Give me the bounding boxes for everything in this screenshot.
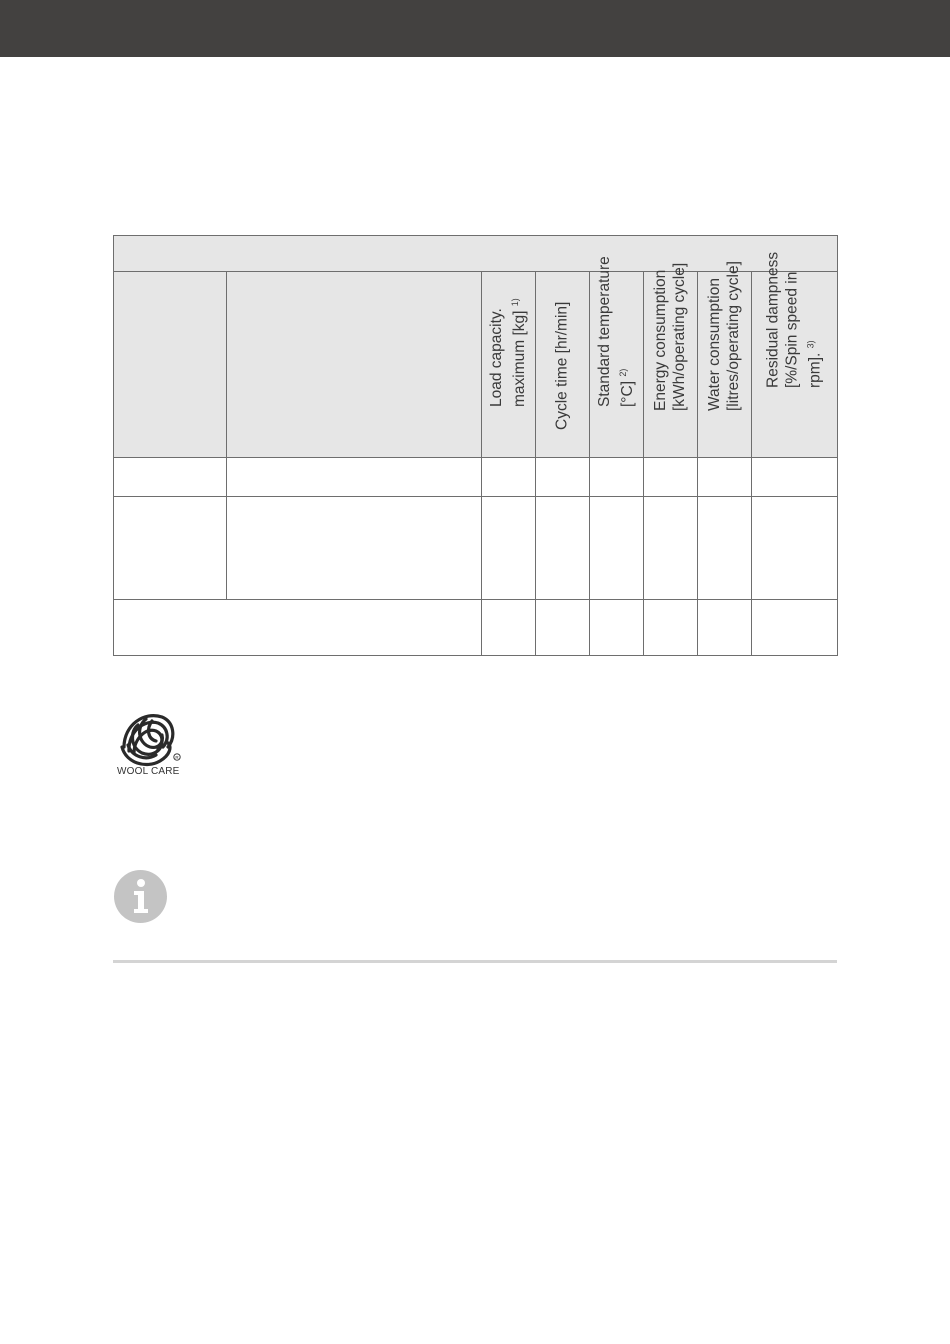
registered-mark: R xyxy=(175,755,179,760)
table-cell xyxy=(481,497,535,600)
header-cell-description xyxy=(227,272,481,458)
table-cell xyxy=(227,497,481,600)
table-cell xyxy=(697,458,751,497)
footnote-ref: 3) xyxy=(805,340,816,349)
top-banner xyxy=(0,0,950,57)
header-text: [litres/operating cycle] xyxy=(725,261,743,411)
header-text: Cycle time [hr/min] xyxy=(553,301,571,430)
header-text: Energy consumption xyxy=(652,269,670,411)
table-cell xyxy=(751,497,837,600)
footnote-ref: 1) xyxy=(509,298,520,307)
table-header-row xyxy=(114,272,838,458)
table-cell xyxy=(535,600,589,656)
section-divider xyxy=(113,960,837,963)
table-cell xyxy=(535,458,589,497)
table-cell xyxy=(751,600,837,656)
programme-table xyxy=(113,235,838,656)
header-text: Water consumption xyxy=(706,278,724,411)
info-icon xyxy=(114,870,167,923)
header-cell-programme xyxy=(114,272,227,458)
table-row xyxy=(114,497,838,600)
header-text: maximum [kg] xyxy=(511,310,529,407)
table-cell xyxy=(751,458,837,497)
footnote-ref: 2) xyxy=(618,368,629,377)
header-cycle-time xyxy=(535,272,589,458)
header-text: [kWh/operating cycle] xyxy=(671,262,689,411)
table-cell xyxy=(114,497,227,600)
table-cell xyxy=(227,458,481,497)
header-load-capacity xyxy=(481,272,535,458)
table-row xyxy=(114,458,838,497)
table-cell xyxy=(114,458,227,497)
table-cell xyxy=(114,600,482,656)
table-cell xyxy=(535,497,589,600)
table-cell xyxy=(481,458,535,497)
table-cell xyxy=(643,458,697,497)
header-residual-dampness xyxy=(751,251,837,458)
table-cell xyxy=(589,600,643,656)
table-cell xyxy=(643,497,697,600)
header-text: [°C] xyxy=(619,380,637,407)
table-cell xyxy=(643,600,697,656)
header-standard-temperature xyxy=(589,256,643,458)
table-cell xyxy=(697,497,751,600)
table-row xyxy=(114,600,838,656)
table-cell xyxy=(589,497,643,600)
header-text: rpm]. xyxy=(806,352,824,388)
header-text: Load capacity. xyxy=(487,308,505,407)
table-cell xyxy=(481,600,535,656)
header-water-consumption xyxy=(697,261,751,458)
header-text: Residual dampness xyxy=(764,251,782,388)
table-cell xyxy=(589,458,643,497)
header-energy-consumption xyxy=(643,262,697,458)
wool-care-wordmark: WOOL CARE xyxy=(117,766,180,777)
header-text: Standard temperature xyxy=(596,256,614,407)
header-text: [%/Spin speed in xyxy=(783,271,801,388)
table-cell xyxy=(697,600,751,656)
